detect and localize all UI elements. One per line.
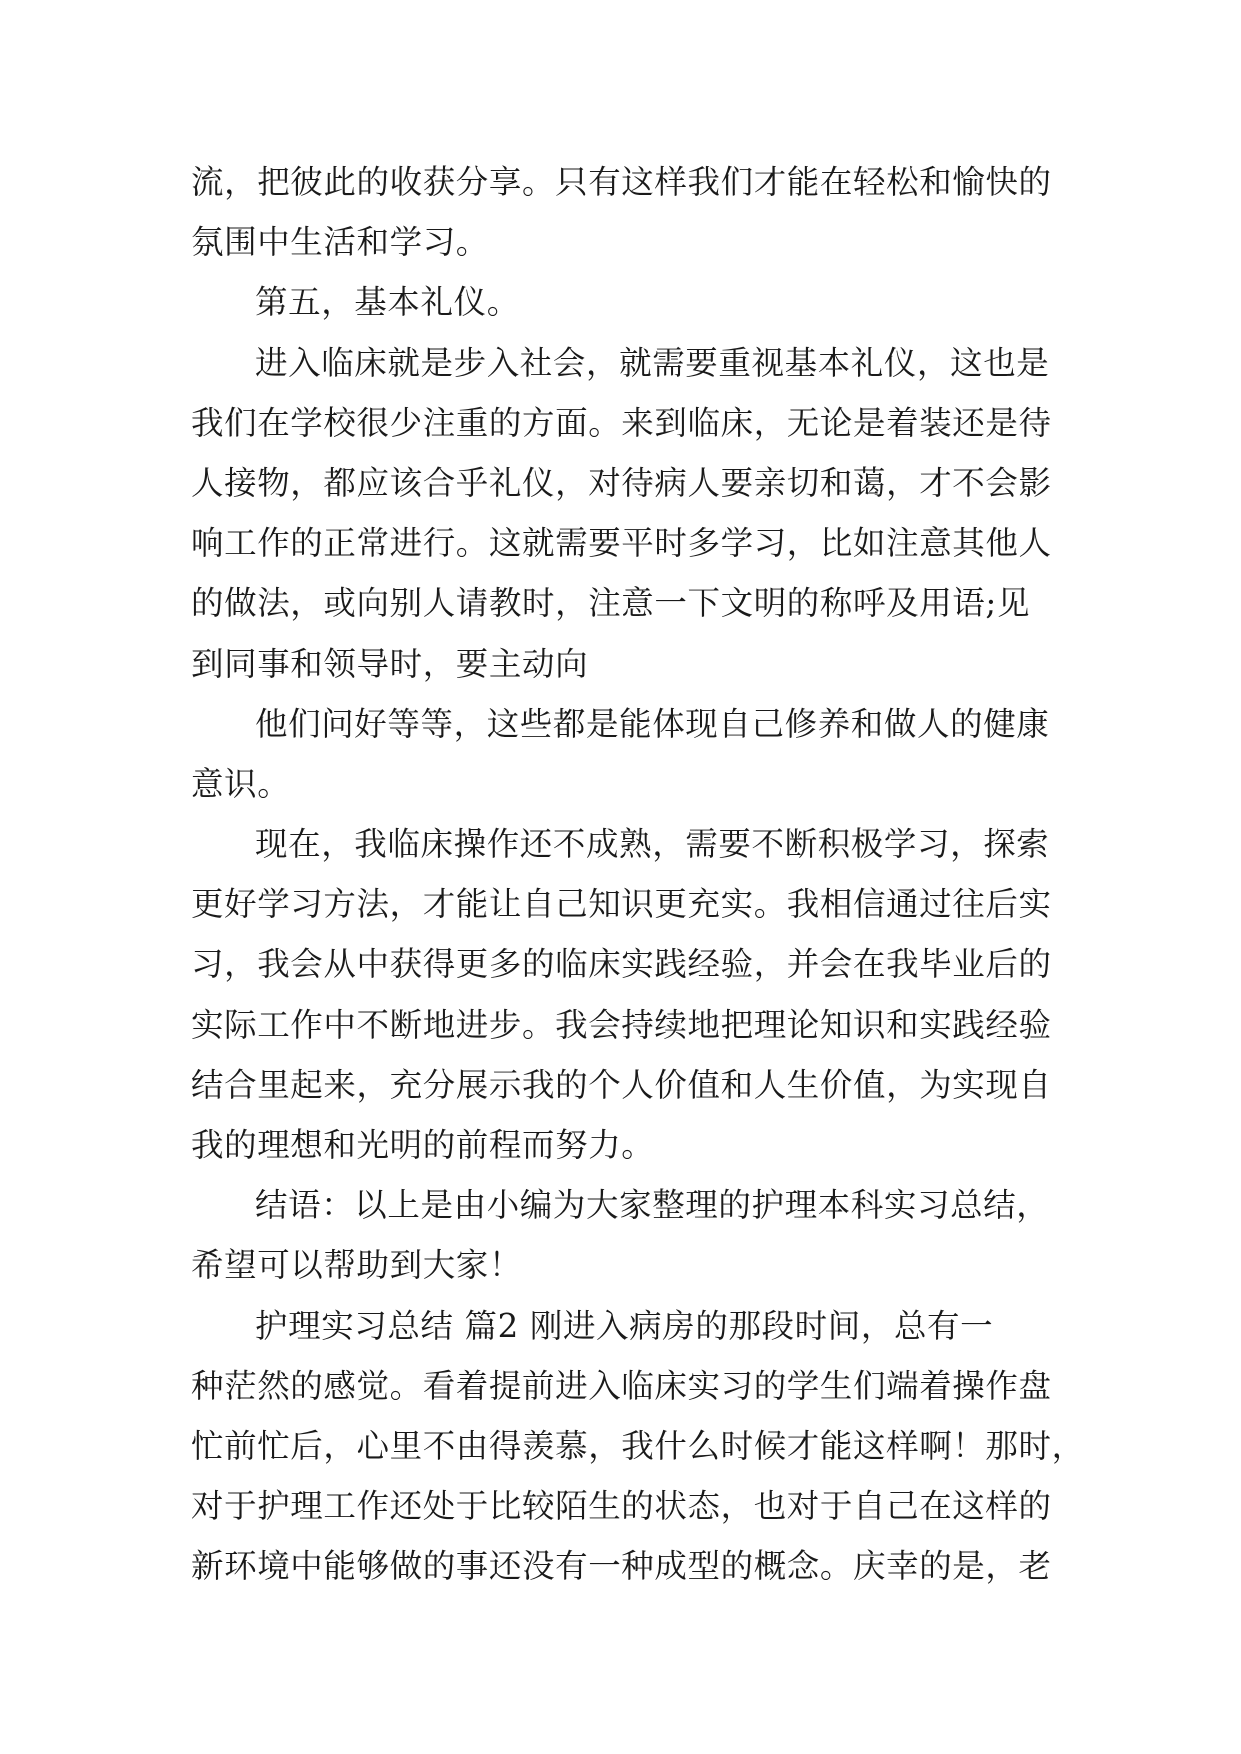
text-line: 新环境中能够做的事还没有一种成型的概念。庆幸的是，老 xyxy=(191,1547,1052,1586)
text-line: 到同事和领导时，要主动向 xyxy=(191,644,589,683)
text-line: 人接物，都应该合乎礼仪，对待病人要亲切和蔼，才不会影 xyxy=(191,463,1052,502)
text-line: 习，我会从中获得更多的临床实践经验，并会在我毕业后的 xyxy=(191,945,1052,984)
text-line: 的做法，或向别人请教时，注意一下文明的称呼及用语;见 xyxy=(191,584,1031,623)
text-line: 结合里起来，充分展示我的个人价值和人生价值，为实现自 xyxy=(191,1065,1052,1104)
text-line: 第五，基本礼仪。 xyxy=(255,283,520,322)
text-line: 护理实习总结 篇2 刚进入病房的那段时间，总有一 xyxy=(255,1306,994,1345)
text-line: 种茫然的感觉。看着提前进入临床实习的学生们端着操作盘 xyxy=(191,1366,1052,1405)
body-text xyxy=(191,152,1085,1597)
text-line: 我们在学校很少注重的方面。来到临床，无论是着装还是待 xyxy=(191,403,1052,442)
text-line: 忙前忙后，心里不由得羡慕，我什么时候才能这样啊！那时， xyxy=(191,1426,1085,1465)
text-line: 流，把彼此的收获分享。只有这样我们才能在轻松和愉快的 xyxy=(191,163,1052,201)
text-line: 进入临床就是步入社会，就需要重视基本礼仪，这也是 xyxy=(255,343,1050,382)
text-line: 意识。 xyxy=(191,764,291,803)
text-line: 响工作的正常进行。这就需要平时多学习，比如注意其他人 xyxy=(191,524,1052,563)
text-line: 实际工作中不断地进步。我会持续地把理论知识和实践经验 xyxy=(191,1005,1052,1044)
text-line: 更好学习方法，才能让自己知识更充实。我相信通过往后实 xyxy=(191,885,1052,924)
text-line: 结语：以上是由小编为大家整理的护理本科实习总结， xyxy=(255,1186,1050,1225)
text-line: 我的理想和光明的前程而努力。 xyxy=(191,1126,655,1164)
text-line: 氛围中生活和学习。 xyxy=(191,223,489,262)
text-line: 现在，我临床操作还不成熟，需要不断积极学习，探索 xyxy=(255,825,1050,864)
text-line: 希望可以帮助到大家！ xyxy=(191,1246,523,1285)
text-line: 他们问好等等，这些都是能体现自己修养和做人的健康 xyxy=(255,704,1050,743)
text-line: 对于护理工作还处于比较陌生的状态，也对于自己在这样的 xyxy=(191,1487,1052,1526)
